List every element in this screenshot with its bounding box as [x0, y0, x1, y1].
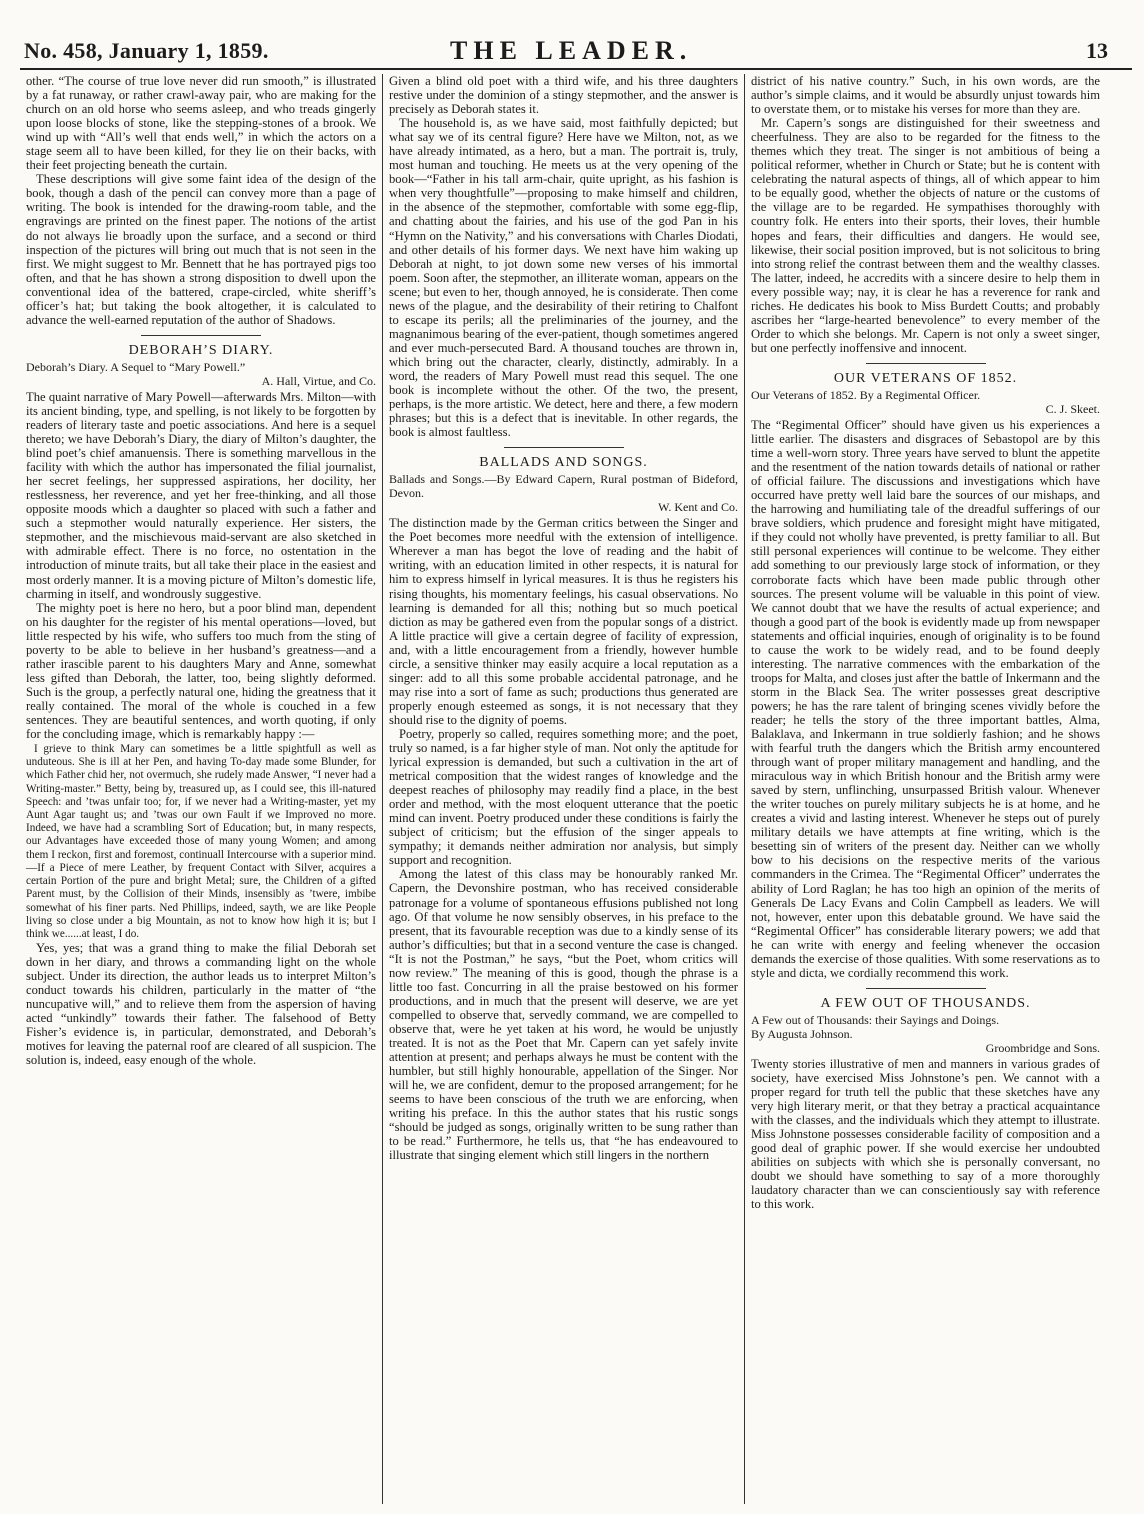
- paragraph: other. “The course of true love never did run smooth,” is illustrated by a fat runaway, or rather crawl-away pair, who are making for the church on an old horse who seems asleep, and who treads gingerly upon loose blocks of stone, like the stepping-stones of a brook. We wind up with “All’s well that ends well,” in which the actors on a stage seem all to have been killed, for they lie on their backs, with their feet projecting beneath the curtain.: [26, 74, 376, 173]
- columns: [20, 74, 1132, 1504]
- book-citation: Deborah’s Diary. A Sequel to “Mary Powell.”: [26, 359, 246, 374]
- page-number: 13: [1086, 38, 1108, 63]
- book-citation: Our Veterans of 1852. By a Regimental Officer.: [751, 387, 981, 402]
- book-citation: Ballads and Songs.—By Edward Capern, Rural postman of Bideford, Devon.: [389, 472, 738, 501]
- publisher: W. Kent and Co.: [658, 500, 738, 515]
- section-divider: [866, 363, 986, 364]
- column-3: [744, 74, 1106, 1504]
- section-heading: BALLADS AND SONGS.: [479, 455, 648, 471]
- section-divider: [504, 447, 624, 448]
- section-heading: A FEW OUT OF THOUSANDS.: [820, 995, 1031, 1011]
- section-heading: OUR VETERANS OF 1852.: [833, 370, 1018, 386]
- book-author: By Augusta Johnson.: [751, 1026, 853, 1041]
- paragraph: The mighty poet is here no hero, but a poor blind man, dependent on his daughter for the register of his mental operations—loved, but little respected by his wife, who suffers too much from the sting of poverty to be able to believe in her husband’s greatness—and a rather irascible parent to his daughters Mary and Anne, somewhat less gifted than Deborah, the latter, too, being slightly deformed. Such is the group, a perfectly natural one, hiding the greatness that it really contained. The moral of the whole is couched in a few sentences. They are beautiful sentences, and worth quoting, if only for the concluding image, which is remarkably happy :—: [26, 600, 376, 742]
- paragraph: The distinction made by the German critics between the Singer and the Poet becomes more needful with the extension of intelligence. Wherever a man has begot the love of reading and the habit of writing, with an education limited in other respects, it is natural for him to express himself in lyrical measures. It is thus he registers his rising thoughts, his momentary feelings, his casual observations. No learning is demanded for all this; nothing but so much poetical diction as may be gathered even from the popular songs of a district. A little practice will give a certain degree of facility of expression, and, with a little encouragement from a friendly, however humble circle, a sensitive thinker may easily acquire a local reputation as a singer: add to all this some probable accidental patronage, and he may rise into a sort of fame as such; productions thus generated are properly enough esteemed as songs, it is not necessary that they should rise to the dignity of poems.: [389, 516, 738, 727]
- publisher: Groombridge and Sons.: [985, 1040, 1100, 1055]
- paragraph: Yes, yes; that was a grand thing to make the filial Deborah set down in her diary, and throws a commanding light on the whole subject. Under its direction, the author leads us to interpret Milton’s conduct towards his children, particularly in the matter of “the nuncupative will,” and to relieve them from the aspersion of having acted “unkindly” towards their father. The falsehood of Betty Fisher’s evidence is, in particular, demonstrated, and Deborah’s motives for leaving the paternal roof are cleared of all suspicion. The solution is, indeed, easy enough of the whole.: [26, 941, 376, 1068]
- column-1: [20, 74, 382, 1504]
- masthead: [20, 36, 1132, 70]
- section-heading: DEBORAH’S DIARY.: [128, 342, 274, 358]
- paragraph: The household is, as we have said, most faithfully depicted; but what say we of its central figure? Here have we Milton, not, as we have already intimated, as a hero, but a man. The portrait is, truly, most human and touching. He meets us at the very opening of the book—“Father in his tall arm-chair, quite upright, as his fashion is when very thoughtfulle”—proposing to make himself and children, in the absence of the stepmother, comfortable with some egg-flip, and chatting about the fairies, and his use of the god Pan in his “Hymn on the Nativity,” and his conversations with Charles Diodati, and other details of his former days. We next have him waking up Deborah at night, to jot down some new verses of his immortal poem. Soon after, the stepmother, an illiterate woman, appears on the scene; but even to her, though annoyed, he is considerate. Then come news of the plague, and the desirability of their retiring to Chalfont to escape its perils; all the preliminaries of the journey, and the magnanimous bearing of the ever-patient, though sometimes angered and ever much-persecuted Bard. A thousand touches are thrown in, which bring out the character, clearly, distinctly, admirably. In a word, the readers of Mary Powell must read this sequel. The one book is incomplete without the other. Of the two, the present, perhaps, is the more artistic. We detect, here and there, a few modern phrases; but this is a defect that is inevitable. In other regards, the book is almost faultless.: [389, 116, 738, 440]
- section-divider: [141, 335, 261, 336]
- book-citation: A Few out of Thousands: their Sayings and Doings.: [751, 1012, 1000, 1027]
- publisher: A. Hall, Virtue, and Co.: [261, 373, 376, 388]
- paragraph: Twenty stories illustrative of men and manners in various grades of society, have exercised Miss Johnstone’s pen. We cannot with a proper regard for truth tell the public that these sketches have any very high literary merit, or that they betray a practical acquaintance with the classes, and the individuals which they attempt to illustrate. Miss Johnstone possesses considerable facility of composition and a good deal of graphic power. If she would exercise her undoubted abilities on subjects with which she is personally conversant, no doubt we should have something to say of a more thoroughly laudatory character than we can conscientiously say with reference to this work.: [751, 1056, 1100, 1212]
- paragraph: The “Regimental Officer” should have given us his experiences a little earlier. The disasters and disgraces of Sebastopol are by this time a well-worn story. Three years have served to blunt the appetite and the resentment of the nation towards details of national or rather of official failure. The discussions and investigations which have occurred have pretty well laid bare the sources of our mishaps, and the harrowing and humiliating tale of the dreadful sufferings of our brave soldiers, which prudence and foresight might have mitigated, if they could not wholly have prevented, is pretty familiar to all. But still personal experiences will continue to be welcome. They either add something to our previously large stock of information, or they corroborate facts which have been made public through other sources. The present volume will be valuable in this point of view. We cannot doubt that we have the results of actual experience; and though a good part of the book is evidently made up from newspaper statements and official inquiries, enough of originality is to be found to cause the work to be widely read, and to be found deeply interesting. The narrative commences with the embarkation of the troops for Malta, and closes just after the battle of Inkermann and the storm in the Black Sea. The writer possesses great descriptive powers; he has the rare talent of bringing scenes vividly before the reader; he tells the story of the three important battles, Alma, Balaklava, and Inkermann in true soldierly fashion; and he shows with fearful truth the dangers which the British army encountered through want of proper military management and handling, and the miraculous way in which British honour and the British army were saved by stern, unflinching, unsurpassed British valour. Whenever the writer touches on purely military subjects he is at home, and he creates a vivid and lasting interest. Whenever he steps out of purely military details we have attempts at fine writing, which is the besetting sin of writers of the present day. Neither can we wholly bow to his decisions on the respective merits of the various commanders in the Crimea. The “Regimental Officer” underrates the ability of Lord Raglan; he has too high an opinion of the merits of Generals De Lacy Evans and Colin Campbell as leaders. We will not, however, enter upon this debatable ground. We have said the “Regimental Officer” has considerable literary powers; we add that he can write with energy and feeling whenever the occasion demands the exercise of those qualities. With some reservations as to style and dicta, we cordially recommend this work.: [751, 417, 1100, 980]
- column-2: [382, 74, 744, 1504]
- paragraph: Mr. Capern’s songs are distinguished for their sweetness and cheerfulness. They are also to be regarded for the fitness to the themes which they treat. The singer is not ambitious of being a political reformer, whether in Church or State; but he is content with celebrating the natural aspects of things, all of which appear to him to be equally good, whether the objects of nature or the customs of the village are to be regarded. He sympathises thoroughly with country folk. He enters into their sports, their loves, their humble hopes and fears, their difficulties and dangers. He would see, likewise, their social position improved, but is not solicitous to bring into strong relief the contrast between them and the wealthy classes. The latter, indeed, he accredits with a sincere desire to help them in every possible way; nay, it is clear he has a reverence for rank and riches. He dedicates his book to Miss Burdett Coutts; and probably ascribes her “large-hearted benevolence” to every member of the Order to which she belongs. Mr. Capern is not only a sweet singer, but one perfectly inoffensive and innocent.: [751, 116, 1100, 355]
- paper-title: THE LEADER.: [450, 36, 693, 65]
- paragraph: Among the latest of this class may be honourably ranked Mr. Capern, the Devonshire postman, who has received considerable patronage for a volume of spontaneous effusions published not long ago. Of that volume he now sensibly observes, in his preface to the present, that its favourable reception was due to a kindly sense of its author’s difficulties; but that in a second venture the case is changed. “It is not the Postman,” he says, “but the Poet, whom critics will now review.” The meaning of this is good, though the phrase is a little too fast. Concurring in all the praise bestowed on his former productions, and in much that the present will deserve, we are yet compelled to observe that, servedly command, we are compelled to observe that, were he yet taken at his word, he would be unjustly treated. It is not as the Poet that Mr. Capern can yet safely invite attention at present; and perhaps always he must be content with the humbler, but still highly honourable, appellation of the Singer. Nor will he, we are confident, demur to the proposed arrangement; for he seems to have been conscious of the truth we are enforcing, when writing his preface. In this the author states that his rustic songs “should be judged as songs, originally written to be sung rather than to be read.” Furthermore, he tells us, that “he has endeavoured to illustrate that singing element which still lingers in the northern: [389, 867, 738, 1163]
- paragraph: district of his native country.” Such, in his own words, are the author’s simple claims, and it would be absurdly unjust towards him to overstate them, or to mistake his verses for more than they are.: [751, 74, 1100, 117]
- issue-date: No. 458, January 1, 1859.: [24, 38, 269, 63]
- paragraph: These descriptions will give some faint idea of the design of the book, though a dash of the pencil can convey more than a page of writing. The book is intended for the drawing-room table, and the engravings are printed on the finest paper. The notions of the artist do not always lie broadly upon the surface, and a second or third inspection of the pictures will bring out much that is not seen in the first. We might suggest to Mr. Bennett that he has portrayed pigs too often, and that he has shown a strong disposition to dwell upon the conventional idea of the battered, crape-circled, white sheriff’s officer’s hat; but taking the book altogether, it is calculated to advance the well-earned reputation of the author of Shadows.: [26, 172, 376, 327]
- paragraph: Poetry, properly so called, requires something more; and the poet, truly so named, is a far higher style of man. Not only the aptitude for lyrical expression is demanded, but such a cultivation in the art of metrical composition that the widest ranges of knowledge and the deepest reaches of philosophy may readily find a place, in the best order and method, with the most eloquent utterance that the poetic mind can invent. Poetry produced under these conditions is fairly the subject of criticism; but the effusion of the singer appeals to sympathy; it demands neither admiration nor analysis, but simply support and recognition.: [389, 726, 738, 868]
- publisher: C. J. Skeet.: [1045, 401, 1100, 416]
- block-quote: I grieve to think Mary can sometimes be a little spightfull as well as unduteous. She is ill at her Pen, and having To-day made some Blunder, for which Father chid her, not overmuch, she rudely made Answer, “I never had a Writing-master.” Betty, being by, treasured up, as I could see, this ill-natured Speech: and ’twas unfair too; for, if we never had a Writing-master, yet my Aunt Agar taught us; and ’twas our own Fault if we Improved no more. Indeed, we have had a scrambling Sort of Education; but, in many respects, our Advantages have exceeded those of many young Women; and among them I reckon, first and foremost, continuall Intercourse with a superior mind.—If a Piece of mere Leather, by frequent Contact with Silver, acquires a certain Portion of the pure and bright Metal; sure, the Children of a gifted Parent must, by the Collision of their Minds, insensibly as ’twere, imbibe somewhat of his finer parts. Ned Phillips, indeed, sayth, we are like People living so close under a big Mountain, as not to know how high it is; but I think we......at least, I do.: [26, 743, 376, 940]
- paragraph: The quaint narrative of Mary Powell—afterwards Mrs. Milton—with its ancient binding, type, and spelling, is not likely to be forgotten by readers of literary taste and poetic associations. And here is a sequel thereto; we have Deborah’s Diary, the diary of Milton’s daughter, the blind poet’s chief amanuensis. There is something marvellous in the facility with which the author has impersonated the filial journalist, her secret feelings, her suppressed aspirations, her docility, her restlessness, her reverence, and yet her free-thinking, and all those opposite moods which a daughter so placed with such a father and such a stepmother would naturally experience. Her sisters, the stepmother, and the mischievous maid-servant are also sketched in with admirable effect. There is no force, no ostentation in the introduction of minute traits, but all take their place in the easiest and most orderly manner. It is a moving picture of Milton’s domestic life, charming in itself, and wondrously suggestive.: [26, 389, 376, 601]
- section-divider: [866, 988, 986, 989]
- paragraph: Given a blind old poet with a third wife, and his three daughters restive under the dominion of a stingy stepmother, and the answer is precisely as Deborah states it.: [389, 74, 738, 117]
